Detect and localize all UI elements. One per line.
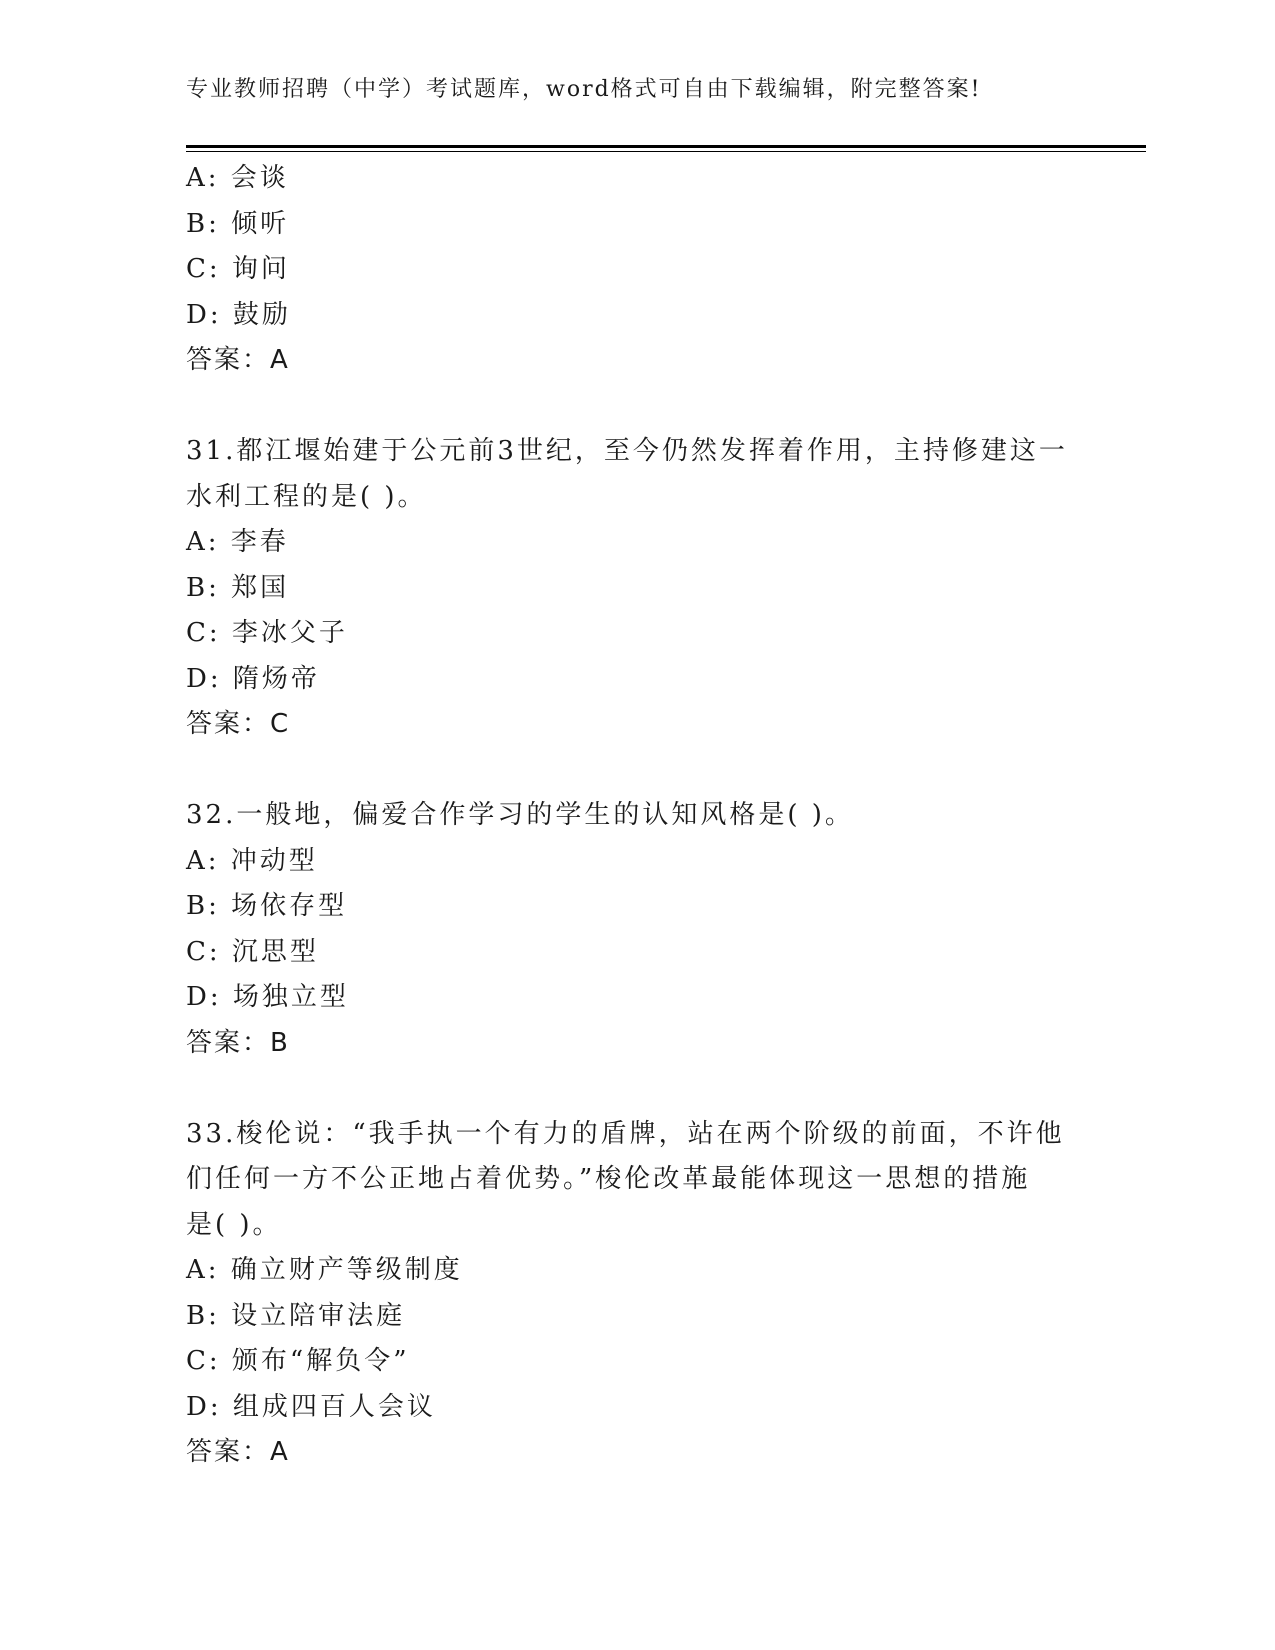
- option-c: C: 李冰父子: [186, 618, 348, 648]
- question-33: [186, 1112, 1086, 1476]
- option-b: B: 场依存型: [186, 891, 348, 921]
- answer-line: 答案：A: [186, 345, 290, 375]
- header-rule-thin: [186, 151, 1146, 152]
- option-c: C: 颁布“解负令”: [186, 1346, 410, 1376]
- answer-line: 答案：A: [186, 1437, 290, 1467]
- option-d: D: 隋炀帝: [186, 663, 320, 694]
- option-c: C: 沉思型: [186, 936, 319, 967]
- option-a: A: 李春: [186, 527, 289, 557]
- option-b: B: 郑国: [186, 572, 290, 603]
- question-stem-line: 是( )。: [186, 1209, 282, 1240]
- answer-line: 答案：B: [186, 1027, 290, 1058]
- answer-line: 答案：C: [186, 709, 291, 739]
- option-a: A: 冲动型: [186, 845, 318, 876]
- spacer: [186, 1066, 1086, 1112]
- page-header: 专业教师招聘（中学）考试题库，word格式可自由下载编辑，附完整答案!: [186, 77, 982, 102]
- option-a: A: 会谈: [186, 163, 289, 193]
- spacer: [186, 384, 1086, 430]
- option-d: D: 鼓励: [186, 299, 291, 330]
- question-32: [186, 793, 1086, 1066]
- option-d: D: 组成四百人会议: [186, 1391, 436, 1422]
- question-stem-line: 31.都江堰始建于公元前3世纪，至今仍然发挥着作用，主持修建这一: [186, 436, 1068, 466]
- option-a: A: 确立财产等级制度: [186, 1255, 463, 1285]
- question-31: [186, 429, 1086, 748]
- question-stem-line: 32.一般地，偏爱合作学习的学生的认知风格是( )。: [186, 800, 854, 830]
- question-stem-line: 33.梭伦说：“我手执一个有力的盾牌，站在两个阶级的前面，不许他: [186, 1118, 1065, 1149]
- question-stem-line: 水利工程的是( )。: [186, 481, 427, 512]
- option-b: B: 倾听: [186, 208, 290, 239]
- question-list: [186, 156, 1086, 1476]
- spacer: [186, 748, 1086, 794]
- question-fragment: [186, 156, 1086, 384]
- header-rule-thick: [186, 145, 1146, 148]
- option-c: C: 询问: [186, 254, 290, 284]
- question-stem-line: 们任何一方不公正地占着优势。”梭伦改革最能体现这一思想的措施: [186, 1164, 1031, 1194]
- option-b: B: 设立陪审法庭: [186, 1300, 406, 1331]
- option-d: D: 场独立型: [186, 982, 349, 1012]
